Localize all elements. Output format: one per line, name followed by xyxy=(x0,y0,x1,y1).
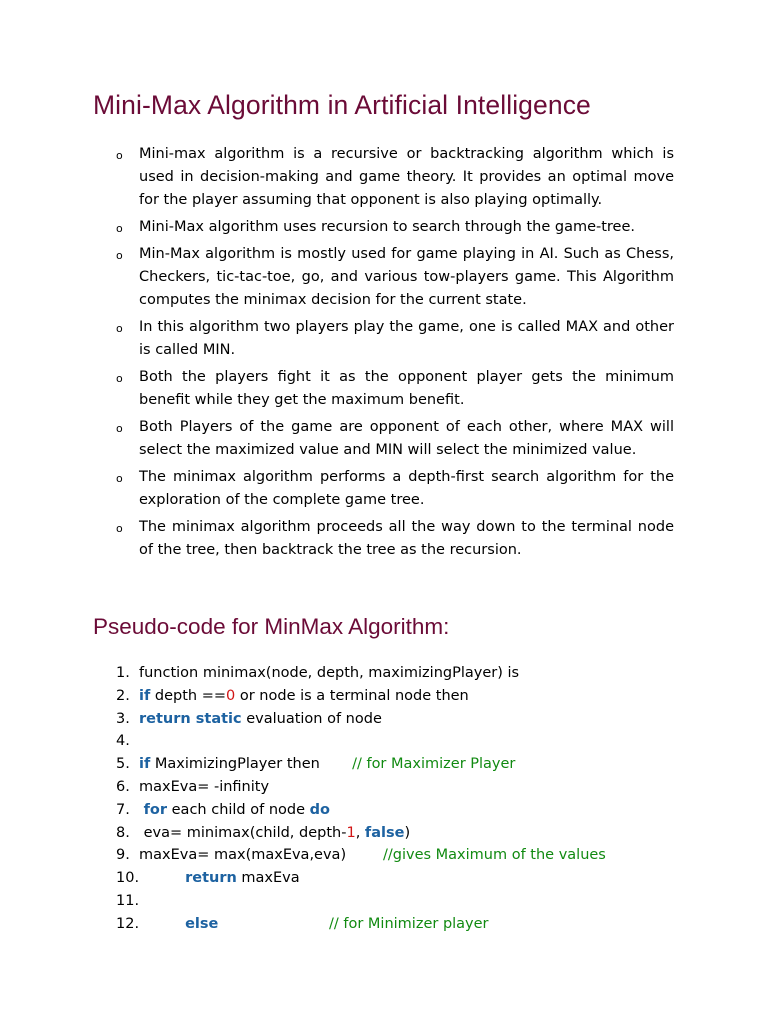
line-number: 9. xyxy=(116,847,130,864)
bullet-marker: o xyxy=(116,222,123,235)
code-line xyxy=(116,890,716,913)
code-text xyxy=(139,916,185,932)
bullet-text: Both Players of the game are opponent of each other, where MAX will select the maximized value and MIN will select the minimized value. xyxy=(139,419,674,458)
bullet-marker: o xyxy=(116,149,123,162)
code-keyword: else xyxy=(185,915,219,932)
bullet-item xyxy=(116,143,674,212)
line-number: 11. xyxy=(116,892,140,909)
bullet-item xyxy=(116,416,674,462)
code-text: maxEva= max(maxEva,eva) xyxy=(139,847,383,864)
code-line xyxy=(116,844,716,867)
code-comment: // for Maximizer Player xyxy=(352,756,516,773)
code-line xyxy=(116,662,716,685)
bullet-text: Both the players fight it as the opponent player gets the minimum benefit while they get the maximum benefit. xyxy=(139,369,674,408)
code-text: function minimax(node, depth, maximizingPlayer) is xyxy=(139,665,520,681)
code-line xyxy=(116,776,716,799)
code-text: maxEva= -infinity xyxy=(139,778,270,795)
code-comment: //gives Maximum of the values xyxy=(382,847,606,864)
bullet-text: The minimax algorithm proceeds all the way down to the terminal node of the tree, then backtrack the tree as the recursion. xyxy=(139,519,674,558)
code-keyword: false xyxy=(364,824,405,841)
line-number: 1. xyxy=(116,665,130,681)
code-line xyxy=(116,730,716,753)
bullet-item xyxy=(116,516,674,562)
bullet-text: Mini-max algorithm is a recursive or backtracking algorithm which is used in decision-making and game theory. It provides an optimal move for the player assuming that opponent is also playing optimally. xyxy=(139,146,674,208)
line-number: 6. xyxy=(116,778,130,795)
bullet-marker: o xyxy=(116,422,123,435)
code-keyword: if xyxy=(139,756,151,773)
bullet-marker: o xyxy=(116,522,123,535)
code-comment: // for Minimizer player xyxy=(329,915,489,932)
section-heading: Pseudo-code for MinMax Algorithm: xyxy=(93,614,450,639)
code-text: maxEva xyxy=(236,870,300,887)
code-text xyxy=(139,870,185,886)
code-line xyxy=(116,753,716,776)
code-keyword: do xyxy=(309,801,330,818)
code-text: each child of node xyxy=(167,801,310,818)
bullet-marker: o xyxy=(116,472,123,485)
line-number: 3. xyxy=(116,710,130,727)
code-number: 1 xyxy=(346,824,356,841)
code-line xyxy=(116,708,716,731)
code-line xyxy=(116,822,716,845)
line-number: 12. xyxy=(116,915,140,932)
code-text: or node is a terminal node then xyxy=(235,687,469,704)
line-number: 5. xyxy=(116,756,130,773)
line-number: 7. xyxy=(116,801,130,818)
bullet-marker: o xyxy=(116,322,123,335)
code-line xyxy=(116,799,716,822)
code-number: 0 xyxy=(226,687,236,704)
line-number: 10. xyxy=(116,870,140,887)
code-text: evaluation of node xyxy=(241,710,382,727)
bullet-text: Min-Max algorithm is mostly used for game playing in AI. Such as Chess, Checkers, tic-tac-toe, go, and various tow-players game. This Algorithm computes the minimax decision for the current state. xyxy=(139,246,674,308)
code-text: , xyxy=(355,824,365,841)
code-text: MaximizingPlayer then xyxy=(150,756,353,773)
bullet-item xyxy=(116,366,674,412)
bullet-list xyxy=(116,143,674,566)
line-number: 8. xyxy=(116,824,130,841)
code-keyword: if xyxy=(139,687,151,704)
code-text: ) xyxy=(404,824,411,841)
code-text: eva= minimax(child, depth- xyxy=(139,824,347,841)
bullet-item xyxy=(116,243,674,312)
bullet-marker: o xyxy=(116,372,123,385)
bullet-text: Mini-Max algorithm uses recursion to search through the game-tree. xyxy=(139,219,636,235)
page-title: Mini-Max Algorithm in Artificial Intelligence xyxy=(93,90,591,120)
pseudo-code-list xyxy=(116,662,716,936)
code-keyword: for xyxy=(143,801,168,818)
code-keyword: return xyxy=(185,870,237,887)
code-text: depth == xyxy=(150,687,227,704)
bullet-text: The minimax algorithm performs a depth-first search algorithm for the exploration of the complete game tree. xyxy=(139,469,674,508)
bullet-item xyxy=(116,466,674,512)
code-line xyxy=(116,867,716,890)
code-keyword: return static xyxy=(139,710,242,727)
bullet-marker: o xyxy=(116,249,123,262)
code-line xyxy=(116,913,716,936)
line-number: 4. xyxy=(116,733,130,750)
code-text xyxy=(218,916,329,932)
bullet-item xyxy=(116,216,674,239)
bullet-item xyxy=(116,316,674,362)
code-line xyxy=(116,685,716,708)
bullet-text: In this algorithm two players play the game, one is called MAX and other is called MIN. xyxy=(139,319,674,358)
line-number: 2. xyxy=(116,687,130,704)
